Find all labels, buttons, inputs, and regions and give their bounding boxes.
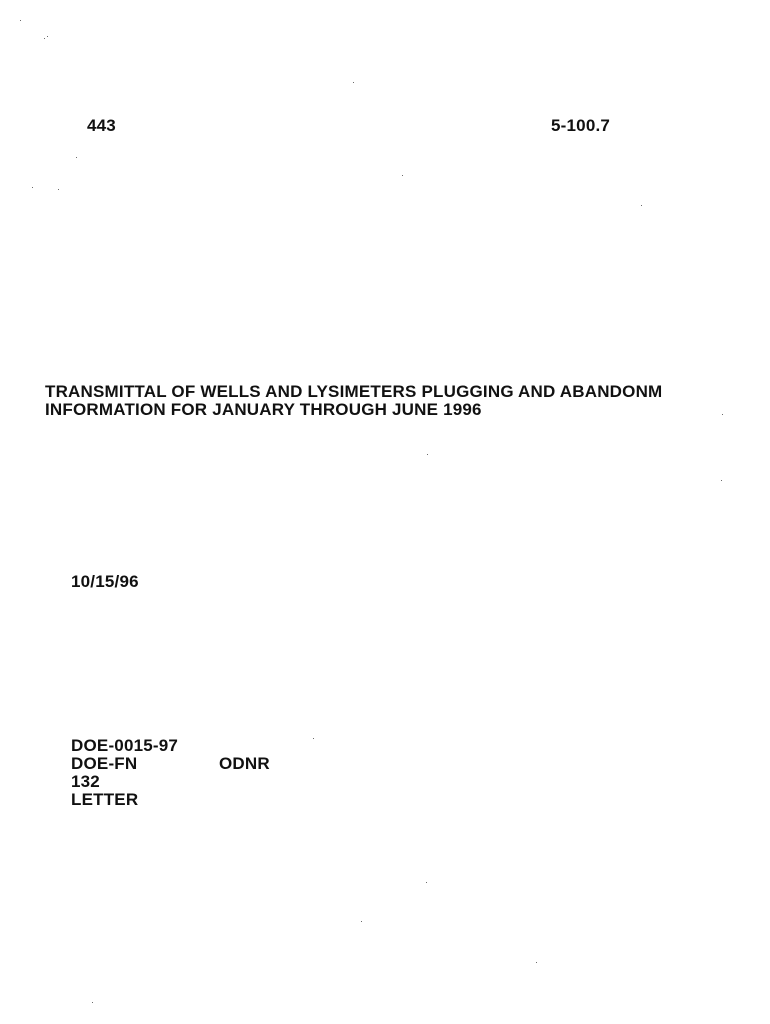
document-number: 443	[87, 116, 116, 135]
title-line-2: INFORMATION FOR JANUARY THROUGH JUNE 1996	[45, 400, 482, 419]
document-date: 10/15/96	[71, 572, 139, 591]
scan-speck	[32, 187, 33, 188]
to-org: ODNR	[219, 754, 270, 773]
scan-speck	[426, 882, 427, 883]
title-line-1: TRANSMITTAL OF WELLS AND LYSIMETERS PLUGGING AND ABANDONM	[45, 382, 663, 401]
metadata-block	[71, 737, 270, 809]
scan-speck	[427, 454, 428, 455]
document-type: LETTER	[71, 790, 139, 809]
record-id: DOE-0015-97	[71, 736, 179, 755]
scan-speck	[353, 82, 354, 83]
scan-speck	[20, 20, 21, 21]
scan-speck	[313, 738, 314, 739]
scan-speck	[44, 38, 45, 39]
scan-speck	[92, 1002, 93, 1003]
scan-speck	[536, 962, 537, 963]
document-title	[45, 383, 662, 419]
document-code: 5-100.7	[551, 116, 611, 135]
from-org: DOE-FN	[71, 754, 138, 773]
scan-speck	[641, 205, 642, 206]
scan-speck	[361, 921, 362, 922]
scan-speck	[721, 480, 722, 481]
page-count: 132	[71, 772, 100, 791]
scan-speck	[76, 157, 77, 158]
scan-speck	[58, 189, 59, 190]
scan-speck	[402, 175, 403, 176]
scan-speck	[722, 414, 723, 415]
routing-row	[71, 755, 270, 773]
scan-speck	[47, 36, 48, 37]
